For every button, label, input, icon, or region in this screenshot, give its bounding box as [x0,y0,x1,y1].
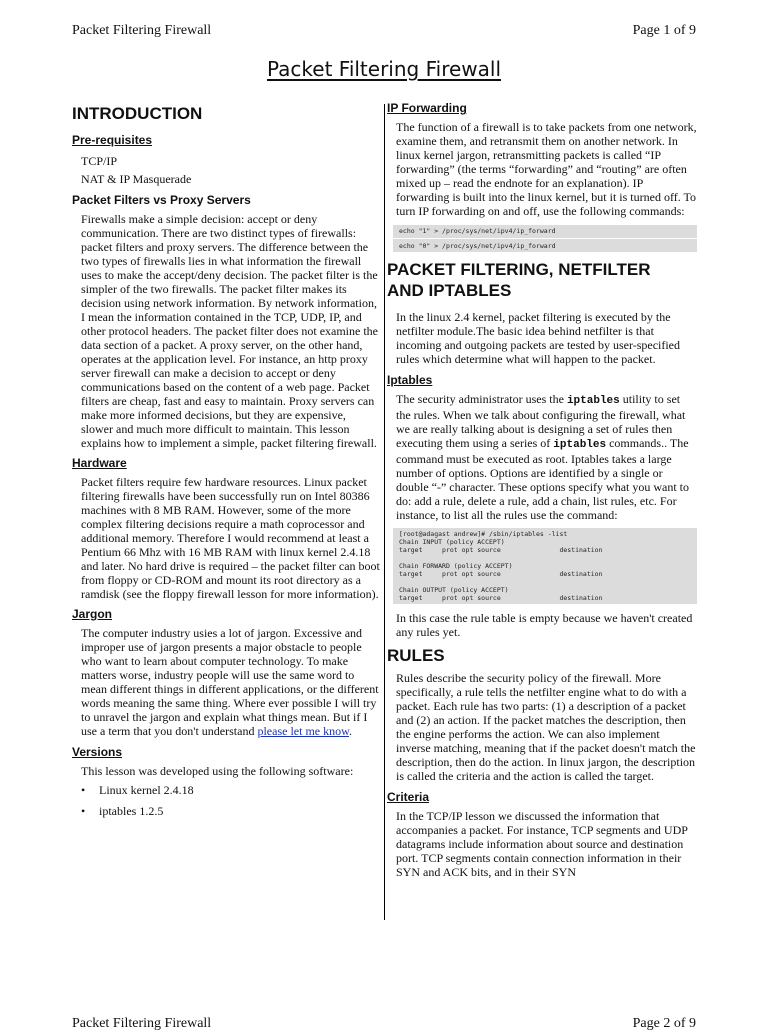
ip-forwarding-paragraph: The function of a firewall is to take packets from one network, examine them, and retransmit them on another network. In linux kernel jargon, retransmitting packets is called “IP forwarding” (the terms “forwarding” and “routing” are often mixed up – read the endnote for an explanation). IP forwarding is built into the linux kernel, but it is turned off. To turn IP forwarding on and off, use the following commands: [396,120,697,218]
netfilter-heading-line1: PACKET FILTERING, NETFILTER [387,260,651,279]
right-column [387,100,697,879]
iptables-text-2: utility to set the rules. When we talk about configuring the firewall, what we are really talking about is designing a set of rules then executing them using a series of [396,392,686,450]
jargon-paragraph [81,626,380,738]
next-page-header [72,1016,696,1032]
code-line: Chain OUTPUT (policy ACCEPT) [399,586,509,594]
code-line: Chain INPUT (policy ACCEPT) [399,538,505,546]
code-line: echo "1" > /proc/sys/net/ipv4/ip_forward [399,227,556,235]
criteria-heading: Criteria [387,790,430,804]
versions-list [81,780,380,822]
code-line: target prot opt source destination [399,570,603,578]
netfilter-heading-line2: AND IPTABLES [387,281,512,300]
filters-vs-proxy-paragraph: Firewalls make a simple decision: accept or deny communication. There are two distinct types of firewalls: packet filters and proxy servers. The difference between the two types of firewalls lies in what information the firewall uses to make the accept/deny decision. The packet filter is the simpler of the two firewalls. The packet filter makes its decision using network information. By network information, I mean the information contained in the TCP, UDP, IP, and other protocol headers. The packet filter does not examine the data section of a packet. A proxy server, on the other hand, operates at the application level. For instance, an http proxy server firewall can make a decision to accept or deny communications based on the content of a web page. Packet filters are cheap, fast and easy to maintain. Proxy servers can make more informed decisions, but they are expensive, slower and much more difficult to maintain. This lesson explains how to implement a simple, packet filtering firewall. [81,212,378,450]
header-title: Packet Filtering Firewall [72,23,212,38]
please-let-me-know-link[interactable]: please let me know [257,724,349,738]
prerequisites-list [81,152,380,188]
next-page-number: Page 2 of 9 [632,1016,696,1031]
running-header [72,23,696,39]
versions-paragraph: This lesson was developed using the following software: [81,764,354,778]
code-line: target prot opt source destination [399,546,603,554]
rules-paragraph: Rules describe the security policy of the firewall. More specifically, a rule tells the netfilter engine what to do with a packet. Each rule has two parts: (1) a description of a packet and (2) an action. If the packet matches the description, then the engine performs the action. We can also implement inverse matching, meaning that if the packet doesn't match the description, then do the action. In linux jargon, the description is called the criteria and the action is called the target. [396,671,696,783]
netfilter-heading [387,259,697,301]
code-separator [393,238,697,239]
iptables-text-1: The security administrator uses the [396,392,567,406]
iptables-heading: Iptables [387,373,433,387]
jargon-text: The computer industry usies a lot of jargon. Excessive and improper use of jargon presents a major obstacle to people who want to learn about computer technology. To make matters worse, industry people will use the same word to mean different things in different applications, or the different words meaning the same thing. Where ever possible I will try to unravel the jargon and explain what things mean. But if I use a term that you don't understand [81,626,379,738]
iptables-after-paragraph: In this case the rule table is empty because we haven't created any rules yet. [396,611,693,639]
left-column [72,100,380,822]
document-title [0,57,768,81]
iptables-command-2: iptables [553,439,607,451]
code-line: Chain FORWARD (policy ACCEPT) [399,562,513,570]
code-gap [399,578,691,586]
version-iptables: iptables 1.2.5 [99,804,164,818]
column-divider [384,104,385,920]
introduction-heading: INTRODUCTION [72,104,203,123]
iptables-text-3: commands.. The command must be executed as root. Iptables takes a large number of options. Options are identified by a single or double “-” character. These options specify what you want to do: add a rule, delete a rule, add a chain, list rules, etc. For instance, to list all the rules use the command: [396,436,690,522]
list-item: TCP/IP [81,154,118,168]
filters-vs-proxy-heading: Packet Filters vs Proxy Servers [72,193,251,207]
iptables-paragraph [396,392,697,522]
versions-heading: Versions [72,745,123,759]
ip-forwarding-code [393,225,697,252]
iptables-command-1: iptables [566,395,620,407]
code-line: target prot opt source destination [399,594,603,602]
ip-forwarding-heading: IP Forwarding [387,101,467,115]
criteria-paragraph: In the TCP/IP lesson we discussed the information that accompanies a packet. For instance, TCP segments and UDP datagrams include information about source and destination port. TCP segments contain connection information in their SYN and ACK bits, and in their SYN [396,809,688,879]
iptables-list-code [393,528,697,604]
next-page-title: Packet Filtering Firewall [72,1016,212,1031]
jargon-end: . [349,724,352,738]
jargon-heading: Jargon [72,607,113,621]
hardware-paragraph: Packet filters require few hardware resources. Linux packet filtering firewalls have been successfully run on Intel 80386 machines with 8 MB RAM. However, some of the more complex filtering decisions require a math coprocessor and additional memory. Therefore I would recommend at least a Pentium 66 Mhz with 16 MB RAM with linux kernel 2.4.18 and later. No hard drive is required – the packet filter can boot from floppy or CD-ROM and mount its root directory as a ramdisk (see the floppy firewall lesson for more information). [81,475,380,601]
list-item: NAT & IP Masquerade [81,172,192,186]
code-line: [root@adagast andrew]# /sbin/iptables -list [399,530,568,538]
list-item [81,780,380,801]
code-gap [399,554,691,562]
header-page-number: Page 1 of 9 [632,23,696,38]
hardware-heading: Hardware [72,456,127,470]
prerequisites-heading: Pre-requisites [72,133,153,147]
version-kernel: Linux kernel 2.4.18 [99,783,194,797]
list-item [81,801,380,822]
code-line: echo "0" > /proc/sys/net/ipv4/ip_forward [399,242,556,250]
rules-heading: RULES [387,646,445,665]
netfilter-paragraph: In the linux 2.4 kernel, packet filtering is executed by the netfilter module.The basic idea behind netfilter is that incoming and outgoing packets are tested by user-specified rules which determine what will happen to the packet. [396,310,681,366]
document-title-text: Packet Filtering Firewall [266,57,502,81]
